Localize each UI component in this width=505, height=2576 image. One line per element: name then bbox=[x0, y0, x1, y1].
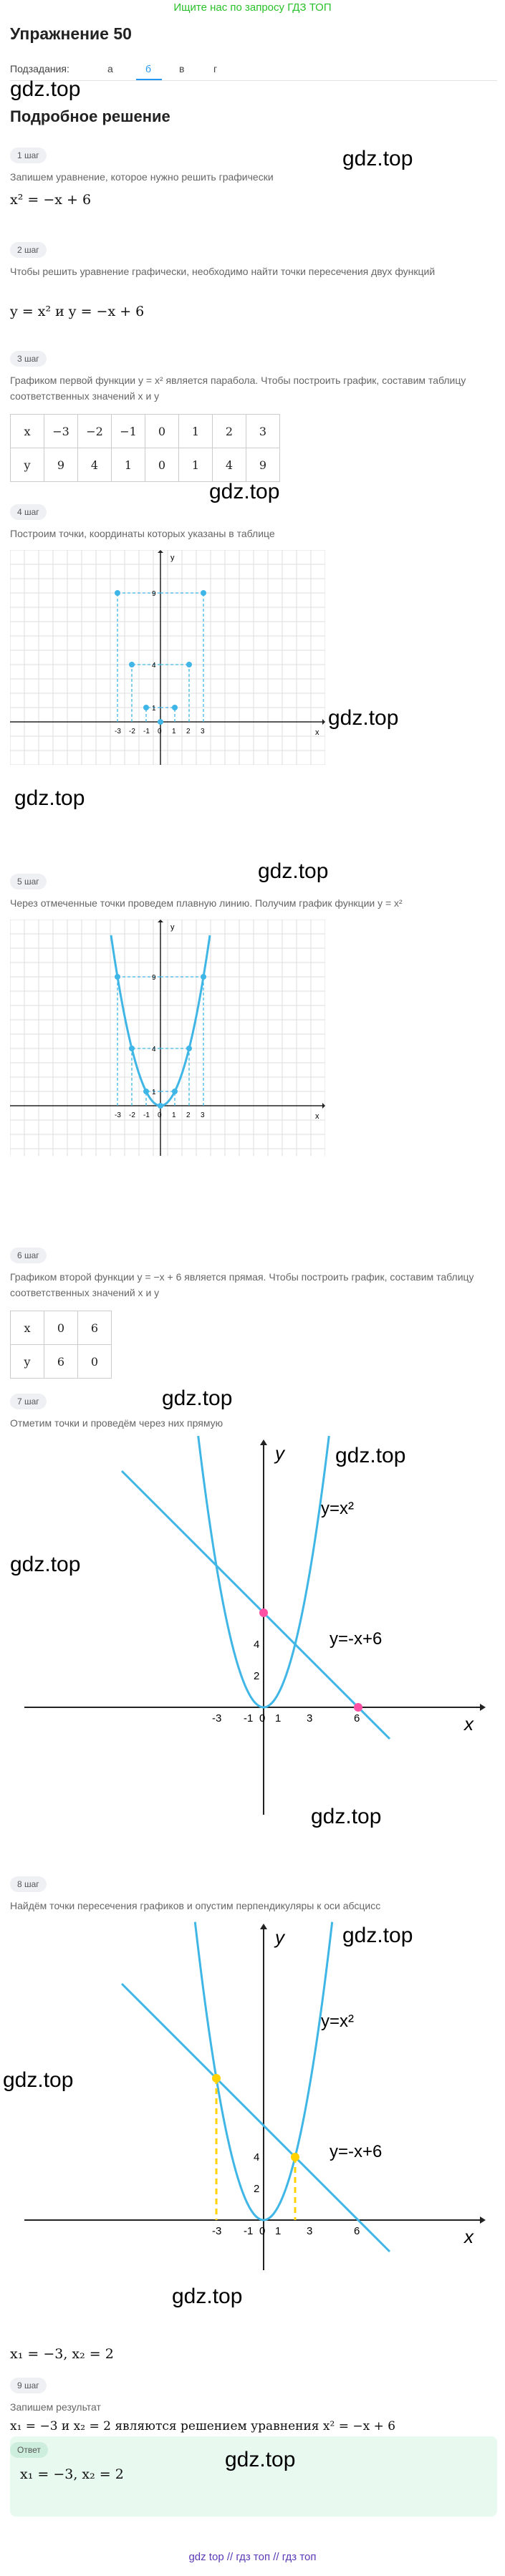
step-text: Отметим точки и проведём через них прямую bbox=[10, 1417, 223, 1429]
y-tick-label: 4 bbox=[254, 2151, 260, 2163]
y-tick-label: 2 bbox=[254, 1670, 260, 1682]
line-point bbox=[354, 1703, 362, 1712]
x-tick-label: 6 bbox=[354, 2225, 360, 2237]
subtasks-label: Подзадания: bbox=[10, 63, 69, 74]
y-tick-label: 9 bbox=[152, 590, 156, 598]
x-tick-label: -3 bbox=[115, 728, 121, 735]
points-graph bbox=[10, 550, 325, 765]
page-title: Упражнение 50 bbox=[10, 24, 132, 43]
x-axis-arrow bbox=[480, 1704, 486, 1711]
x-axis-label: x bbox=[315, 1112, 319, 1121]
table-cell: 4 bbox=[213, 448, 246, 482]
x-tick-label: 1 bbox=[275, 1712, 282, 1724]
table-cell: x bbox=[11, 415, 44, 448]
x-tick-label: 0 bbox=[158, 1111, 162, 1119]
tab-v[interactable]: в bbox=[179, 63, 185, 74]
data-point bbox=[158, 719, 163, 725]
step-badge: 5 шаг bbox=[10, 874, 47, 889]
answer-math: x₁ = −3, x₂ = 2 bbox=[20, 2466, 124, 2482]
x-axis-arrow bbox=[322, 1103, 325, 1109]
y-axis-label: y bbox=[170, 554, 175, 562]
step-badge: 1 шаг bbox=[10, 148, 47, 163]
watermark: gdz.top bbox=[258, 859, 329, 883]
tab-g[interactable]: г bbox=[213, 63, 218, 74]
tab-b[interactable]: б bbox=[145, 63, 152, 74]
x-tick-label: 1 bbox=[275, 2225, 282, 2237]
step-badge: 6 шаг bbox=[10, 1248, 47, 1263]
step-text: Графиком первой функции y = x² является парабола. Чтобы построить график, составим таблицу соответственных значений x и y bbox=[10, 375, 466, 402]
data-point bbox=[186, 662, 192, 667]
y-tick-label: 4 bbox=[152, 662, 156, 670]
step-text: Найдём точки пересечения графиков и опустим перпендикуляры к оси абсцисс bbox=[10, 1900, 381, 1911]
table-cell: 1 bbox=[112, 448, 145, 482]
table-row bbox=[11, 1311, 112, 1345]
x-tick-label: 3 bbox=[307, 1712, 313, 1724]
y-axis-arrow bbox=[260, 1439, 267, 1445]
x-axis-label: x bbox=[464, 2226, 473, 2247]
table-cell: 1 bbox=[179, 415, 213, 448]
step-text: Графиком второй функции y = −x + 6 является прямая. Чтобы построить график, составим таблицу соответственных значений x и y bbox=[10, 1271, 474, 1298]
x-tick-label: 0 bbox=[158, 728, 162, 735]
y-axis-label: y bbox=[275, 1442, 284, 1464]
y-tick-label: 4 bbox=[254, 1639, 260, 1651]
x-tick-label: 1 bbox=[172, 1111, 176, 1119]
step-math: y = x² и y = −x + 6 bbox=[10, 304, 145, 319]
table-cell: 9 bbox=[246, 448, 280, 482]
table-cell: 6 bbox=[78, 1311, 112, 1345]
x-tick-label: -2 bbox=[129, 1111, 135, 1119]
x-tick-label: 3 bbox=[201, 728, 205, 735]
table-cell: 3 bbox=[246, 415, 280, 448]
line-label: y=-x+6 bbox=[330, 1629, 383, 1649]
data-point bbox=[115, 590, 120, 596]
table-cell: 4 bbox=[78, 448, 112, 482]
data-point bbox=[143, 705, 149, 710]
footer-links[interactable]: gdz top // гдз топ // гдз топ bbox=[188, 2551, 317, 2563]
x-tick-label: -3 bbox=[212, 1712, 222, 1724]
x-tick-label: -1 bbox=[143, 1111, 150, 1119]
table-cell: 6 bbox=[44, 1345, 78, 1379]
table-cell: y bbox=[11, 1345, 44, 1379]
both-graphs bbox=[10, 1435, 497, 1822]
watermark: gdz.top bbox=[10, 1553, 81, 1576]
data-point bbox=[201, 590, 206, 596]
answer-badge: Ответ bbox=[10, 2442, 48, 2458]
watermark: gdz.top bbox=[10, 77, 81, 101]
step-badge: 3 шаг bbox=[10, 351, 47, 367]
step-math: x₁ = −3 и x₂ = 2 являются решением уравнения x² = −x + 6 bbox=[10, 2419, 396, 2433]
step-text: Построим точки, координаты которых указаны в таблице bbox=[10, 528, 275, 539]
table-row bbox=[11, 415, 280, 448]
watermark: gdz.top bbox=[342, 147, 413, 170]
x-axis-arrow bbox=[480, 2216, 486, 2224]
solution-heading: Подробное решение bbox=[10, 107, 170, 125]
data-point bbox=[172, 705, 178, 710]
watermark: gdz.top bbox=[342, 1924, 413, 1947]
x-tick-label: -3 bbox=[212, 2225, 222, 2237]
watermark: gdz.top bbox=[225, 2448, 296, 2471]
y-tick-label: 2 bbox=[254, 2183, 260, 2195]
line-label: y=-x+6 bbox=[330, 2142, 383, 2161]
watermark: gdz.top bbox=[335, 1444, 406, 1467]
x-tick-label: 2 bbox=[186, 1111, 191, 1119]
x-tick-label: 3 bbox=[201, 1111, 205, 1119]
x-tick-label: -1 bbox=[143, 728, 150, 735]
parabola-label: y=x² bbox=[321, 1499, 355, 1518]
y-axis-arrow bbox=[158, 550, 163, 553]
table-cell: y bbox=[11, 448, 44, 482]
x-tick-label: 0 bbox=[259, 2225, 266, 2237]
intersection-point bbox=[291, 2153, 299, 2161]
watermark: gdz.top bbox=[3, 2068, 74, 2092]
table-cell: −3 bbox=[44, 415, 78, 448]
step-text: Чтобы решить уравнение графически, необходимо найти точки пересечения двух функций bbox=[10, 266, 436, 277]
table-cell: 0 bbox=[145, 448, 179, 482]
x-axis-label: x bbox=[315, 728, 319, 737]
x-axis-arrow bbox=[322, 719, 325, 725]
values-table-line bbox=[10, 1311, 112, 1379]
table-cell: 2 bbox=[213, 415, 246, 448]
watermark: gdz.top bbox=[209, 480, 280, 503]
table-cell: −2 bbox=[78, 415, 112, 448]
x-tick-label: -1 bbox=[244, 1712, 254, 1724]
step-badge: 9 шаг bbox=[10, 2378, 47, 2393]
step-badge: 8 шаг bbox=[10, 1876, 47, 1892]
data-point bbox=[129, 662, 135, 667]
watermark: gdz.top bbox=[311, 1805, 382, 1828]
table-cell: 0 bbox=[145, 415, 179, 448]
table-cell: 1 bbox=[179, 448, 213, 482]
x-tick-label: 2 bbox=[186, 728, 191, 735]
y-axis-label: y bbox=[170, 923, 175, 932]
watermark: gdz.top bbox=[162, 1386, 233, 1410]
y-tick-label: 1 bbox=[152, 1089, 156, 1096]
step-text: Запишем уравнение, которое нужно решить графически bbox=[10, 171, 274, 183]
y-axis-arrow bbox=[158, 920, 163, 922]
table-cell: 0 bbox=[44, 1311, 78, 1345]
y-axis-label: y bbox=[275, 1926, 284, 1948]
y-tick-label: 9 bbox=[152, 974, 156, 982]
divider bbox=[10, 80, 497, 81]
parabola-label: y=x² bbox=[321, 2012, 355, 2031]
values-table-parabola bbox=[10, 414, 280, 482]
intersection-graph bbox=[10, 1919, 497, 2277]
step-badge: 7 шаг bbox=[10, 1394, 47, 1409]
promo-banner[interactable]: Ищите нас по запросу ГДЗ ТОП bbox=[173, 1, 332, 14]
step-text: Запишем результат bbox=[10, 2401, 101, 2413]
tab-a[interactable]: а bbox=[107, 63, 113, 74]
x-tick-label: -1 bbox=[244, 2225, 254, 2237]
y-axis-arrow bbox=[260, 1924, 267, 1929]
watermark: gdz.top bbox=[328, 706, 399, 730]
table-cell: 0 bbox=[78, 1345, 112, 1379]
x-axis-label: x bbox=[464, 1713, 473, 1735]
table-cell: 9 bbox=[44, 448, 78, 482]
table-row bbox=[11, 1345, 112, 1379]
step-badge: 4 шаг bbox=[10, 504, 47, 520]
intersection-point bbox=[212, 2074, 221, 2083]
table-cell: −1 bbox=[112, 415, 145, 448]
x-tick-label: 1 bbox=[172, 728, 176, 735]
x-tick-label: -2 bbox=[129, 728, 135, 735]
step-text: Через отмеченные точки проведем плавную линию. Получим график функции y = x² bbox=[10, 897, 403, 909]
watermark: gdz.top bbox=[14, 786, 85, 810]
step-badge: 2 шаг bbox=[10, 242, 47, 258]
step-math: x² = −x + 6 bbox=[10, 192, 92, 208]
x-tick-label: 6 bbox=[354, 1712, 360, 1724]
y-tick-label: 1 bbox=[152, 705, 156, 713]
step-math: x₁ = −3, x₂ = 2 bbox=[10, 2346, 114, 2362]
watermark: gdz.top bbox=[172, 2285, 243, 2308]
x-tick-label: -3 bbox=[115, 1111, 121, 1119]
x-tick-label: 3 bbox=[307, 2225, 313, 2237]
y-tick-label: 4 bbox=[152, 1046, 156, 1053]
parabola-graph bbox=[10, 920, 325, 1156]
x-tick-label: 0 bbox=[259, 1712, 266, 1724]
table-cell: x bbox=[11, 1311, 44, 1345]
line-point bbox=[259, 1608, 268, 1617]
table-row bbox=[11, 448, 280, 482]
